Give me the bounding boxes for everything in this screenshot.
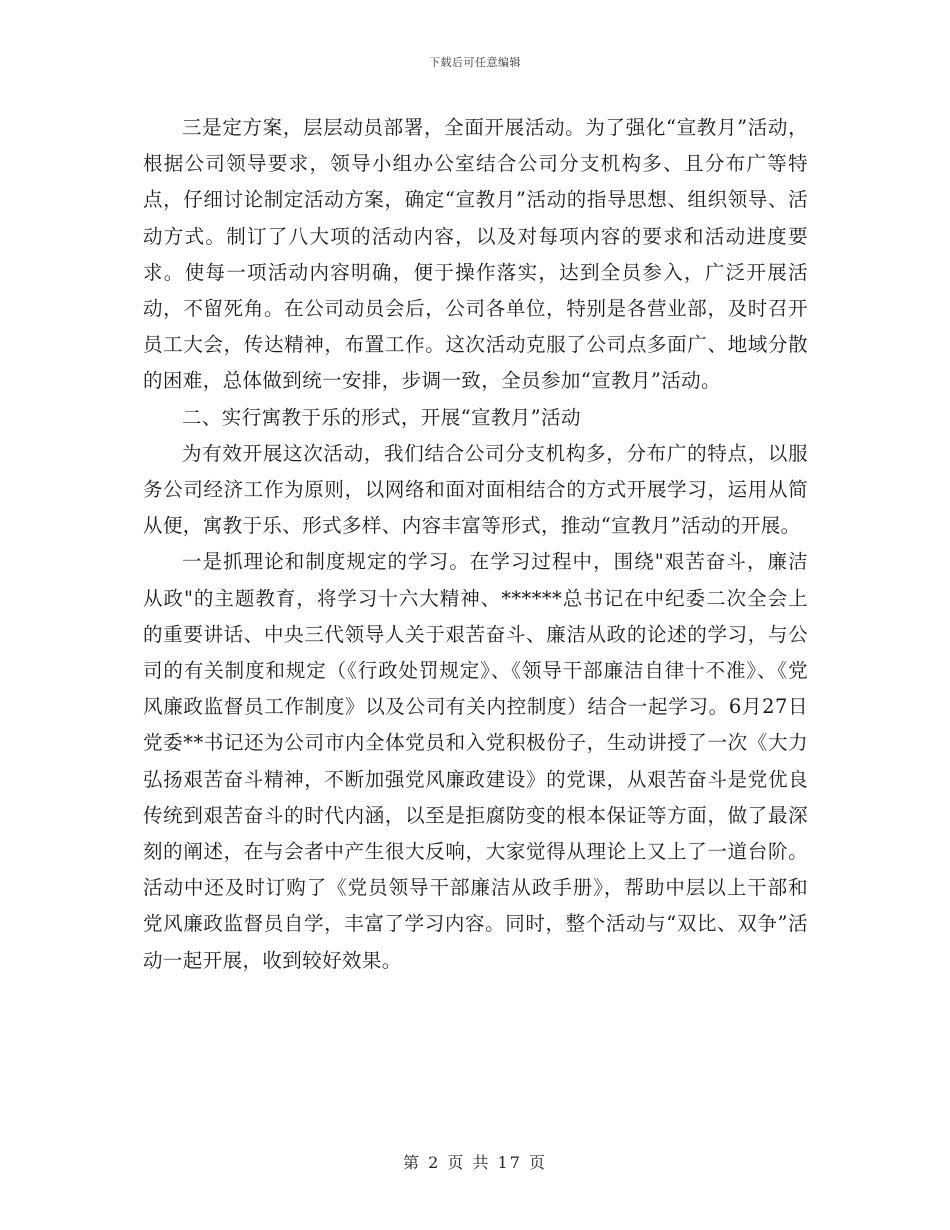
paragraph-theory-study: 一是抓理论和制度规定的学习。在学习过程中，围绕"艰苦奋斗，廉洁从政"的主题教育，将学习十六大精神、******总书记在中纪委二次全会上的重要讲话、中央三代领导人关于艰苦奋斗、廉洁从政的论述的学习，与公司的有关制度和规定（《行政处罚规定》、《领导干部廉洁自律十不准》、《党风廉政监督员工作制度》以及公司有关内控制度）结合一起学习。6月27日党委**书记还为公司市内全体党员和入党积极份子，生动讲授了一次《大力弘扬艰苦奋斗精神，不断加强党风廉政建设》的党课，从艰苦奋斗是党优良传统到艰苦奋斗的时代内涵，以至是拒腐防变的根本保证等方面，做了最深刻的阐述，在与会者中产生很大反响，大家觉得从理论上又上了一道台阶。活动中还及时订购了《党员领导干部廉洁从政手册》，帮助中层以上干部和党风廉政监督员自学，丰富了学习内容。同时，整个活动与“双比、双争”活动一起开展，收到较好效果。 [143, 550, 808, 972]
paragraph-activity-format: 为有效开展这次活动，我们结合公司分支机构多，分布广的特点，以服务公司经济工作为原则，以网络和面对面相结合的方式开展学习，运用从简从便，寓教于乐、形式多样、内容丰富等形式，推动“宣教月”活动的开展。 [143, 441, 808, 538]
paragraph-plan-deployment: 三是定方案，层层动员部署，全面开展活动。为了强化“宣教月”活动，根据公司领导要求，领导小组办公室结合公司分支机构多、且分布广等特点，仔细讨论制定活动方案，确定“宣教月”活动的指导思想、组织领导、活动方式。制订了八大项的活动内容，以及对每项内容的要求和活动进度要求。使每一项活动内容明确，便于操作落实，达到全员参入，广泛开展活动，不留死角。在公司动员会后，公司各单位，特别是各营业部，及时召开员工大会，传达精神，布置工作。这次活动克服了公司点多面广、地域分散的困难，总体做到统一安排，步调一致，全员参加“宣教月”活动。 [143, 116, 808, 393]
document-body [143, 110, 808, 979]
header-note: 下载后可任意编辑 [429, 56, 521, 69]
page-number-footer: 第 2 页 共 17 页 [403, 1153, 547, 1172]
section-heading-2: 二、实行寓教于乐的形式，开展“宣教月”活动 [182, 405, 581, 429]
